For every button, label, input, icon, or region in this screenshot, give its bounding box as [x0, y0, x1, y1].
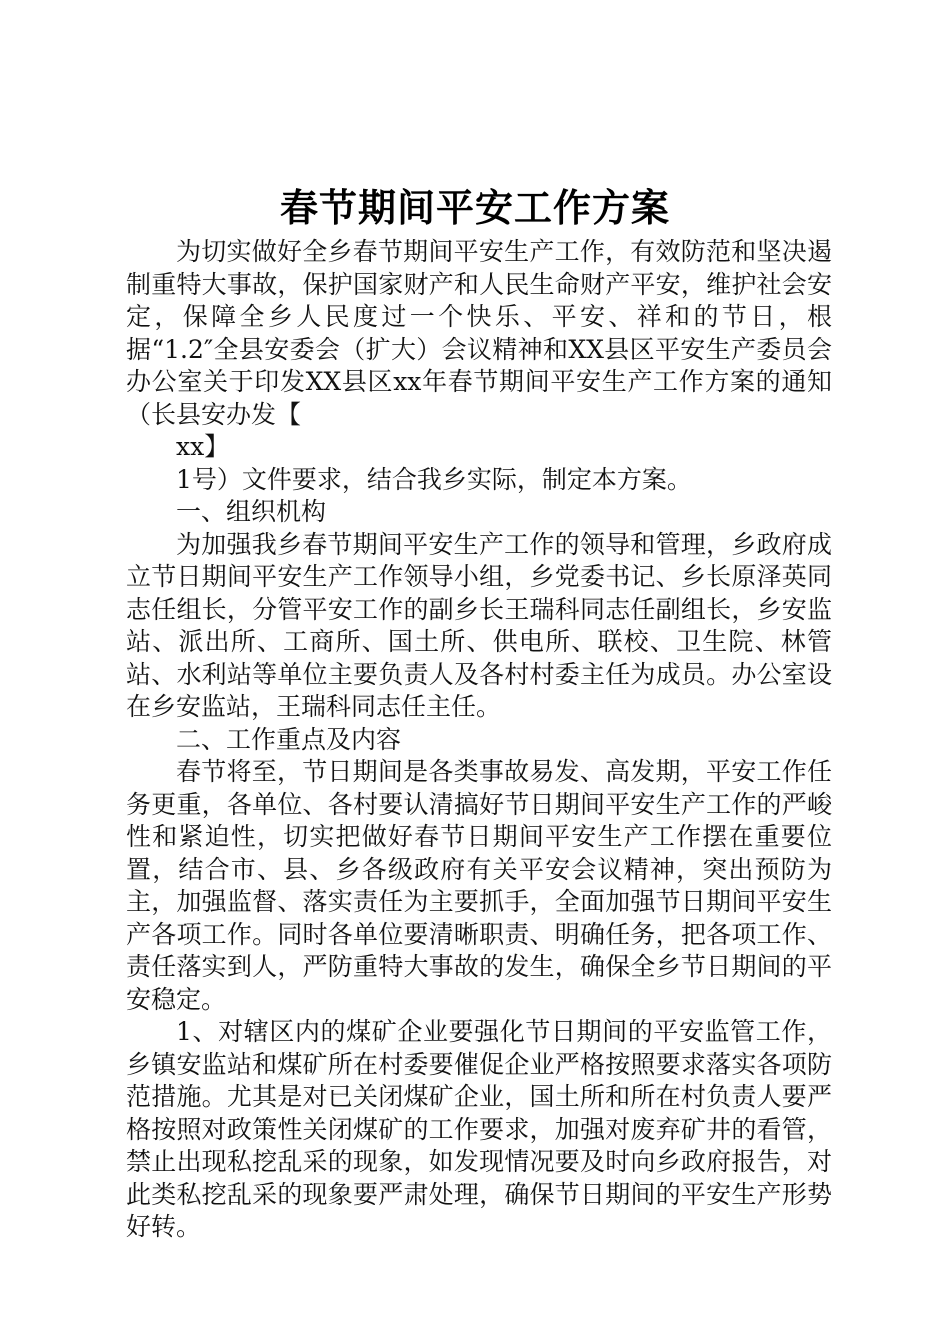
- paragraph-work-focus: 春节将至，节日期间是各类事故易发、高发期，平安工作任务更重，各单位、各村要认清搞好节日期间平安生产工作的严峻性和紧迫性，切实把做好春节日期间平安生产工作摆在重要位置，结合市、县、乡各级政府有关平安会议精神，突出预防为主，加强监督、落实责任为主要抓手，全面加强节日期间平安生产各项工作。同时各单位要清晰职责、明确任务，把各项工作、责任落实到人，严防重特大事故的发生，确保全乡节日期间的平安稳定。: [126, 757, 832, 1014]
- paragraph-item-1-coal-mines: 1、对辖区内的煤矿企业要强化节日期间的平安监管工作，乡镇安监站和煤矿所在村委要催促企业严格按照要求落实各项防范措施。尤其是对已关闭煤矿企业，国土所和所在村负责人要严格按照对政策性关闭煤矿的工作要求，加强对废弃矿井的看管，禁止出现私挖乱采的现象，如发现情况要及时向乡政府报告，对此类私挖乱采的现象要严肃处理，确保节日期间的平安生产形势好转。: [126, 1017, 832, 1241]
- paragraph-doc-number-part1: xx】: [176, 432, 230, 461]
- section-heading-work-focus: 二、工作重点及内容: [176, 724, 402, 754]
- document-title: 春节期间平安工作方案: [279, 185, 670, 230]
- paragraph-doc-number-part2: 1号）文件要求，结合我乡实际，制定本方案。: [176, 464, 692, 494]
- document-body: [126, 236, 832, 1244]
- section-heading-organization: 一、组织机构: [176, 497, 327, 526]
- paragraph-organization: 为加强我乡春节期间平安生产工作的领导和管理，乡政府成立节日期间平安生产工作领导小组，乡党委书记、乡长原泽英同志任组长，分管平安工作的副乡长王瑞科同志任副组长，乡安监站、派出所、工商所、国土所、供电所、联校、卫生院、林管站、水利站等单位主要负责人及各村村委主任为成员。办公室设在乡安监站，王瑞科同志任主任。: [126, 529, 832, 721]
- paragraph-intro: 为切实做好全乡春节期间平安生产工作，有效防范和坚决遏制重特大事故，保护国家财产和人民生命财产平安，维护社会安定，保障全乡人民度过一个快乐、平安、祥和的节日，根据“1.2″全县安委会（扩大）会议精神和XX县区平安生产委员会办公室关于印发XX县区xx年春节期间平安生产工作方案的通知（长县安办发【: [126, 237, 832, 429]
